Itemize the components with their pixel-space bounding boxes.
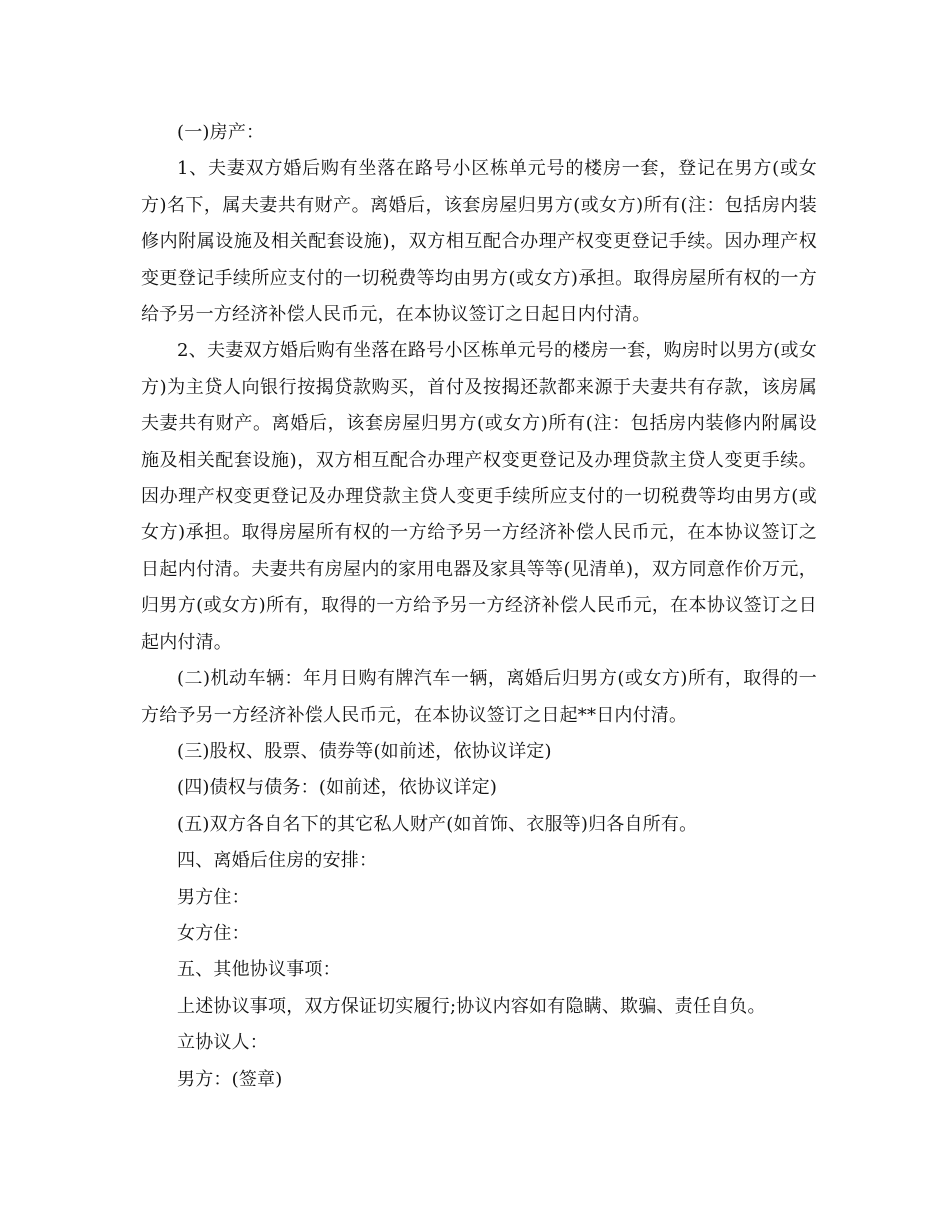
- husband-signature-line: 男方：(签章): [177, 1068, 283, 1090]
- clause-guarantee: 上述协议事项，双方保证切实履行;协议内容如有隐瞒、欺骗、责任自负。: [177, 995, 766, 1017]
- clause-vehicle: (二)机动车辆：年月日购有牌汽车一辆，离婚后归男方(或女方)所有，取得的一方给予另一方经济补偿人民币元，在本协议签订之日起**日内付清。: [141, 668, 817, 726]
- wife-residence: 女方住：: [177, 922, 250, 944]
- husband-residence: 男方住：: [177, 886, 250, 908]
- clause-house-1: 1、夫妻双方婚后购有坐落在路号小区栋单元号的楼房一套，登记在男方(或女方)名下，属夫妻共有财产。离婚后，该套房屋归男方(或女方)所有(注：包括房内装修内附属设施及相关配套设施)，双方相互配合办理产权变更登记手续。因办理产权变更登记手续所应支付的一切税费等均由男方(或女方)承担。取得房屋所有权的一方给予另一方经济补偿人民币元，在本协议签订之日起日内付清。: [141, 158, 817, 326]
- clause-debts: (四)债权与债务：(如前述，依协议详定): [177, 777, 498, 799]
- section-heading-other: 五、其他协议事项：: [177, 959, 341, 981]
- clause-house-2: 2、夫妻双方婚后购有坐落在路号小区栋单元号的楼房一套，购房时以男方(或女方)为主贷人向银行按揭贷款购买，首付及按揭还款都来源于夫妻共有存款，该房属夫妻共有财产。离婚后，该套房屋归男方(或女方)所有(注：包括房内装修内附属设施及相关配套设施)，双方相互配合办理产权变更登记及办理贷款主贷人变更手续。因办理产权变更登记及办理贷款主贷人变更手续所应支付的一切税费等均由男方(或女方)承担。取得房屋所有权的一方给予另一方经济补偿人民币元，在本协议签订之日起内付清。夫妻共有房屋内的家用电器及家具等等(见清单)，双方同意作价万元，归男方(或女方)所有，取得的一方给予另一方经济补偿人民币元，在本协议签订之日起内付清。: [141, 340, 817, 653]
- signatories-label: 立协议人：: [177, 1032, 268, 1054]
- document-body: [141, 115, 817, 1098]
- clause-equity: (三)股权、股票、债券等(如前述，依协议详定): [177, 740, 552, 762]
- section-heading-housing: 四、离婚后住房的安排：: [177, 850, 378, 872]
- section-heading-property: (一)房产：: [177, 122, 265, 143]
- clause-personal-property: (五)双方各自名下的其它私人财产(如首饰、衣服等)归各自所有。: [177, 813, 698, 835]
